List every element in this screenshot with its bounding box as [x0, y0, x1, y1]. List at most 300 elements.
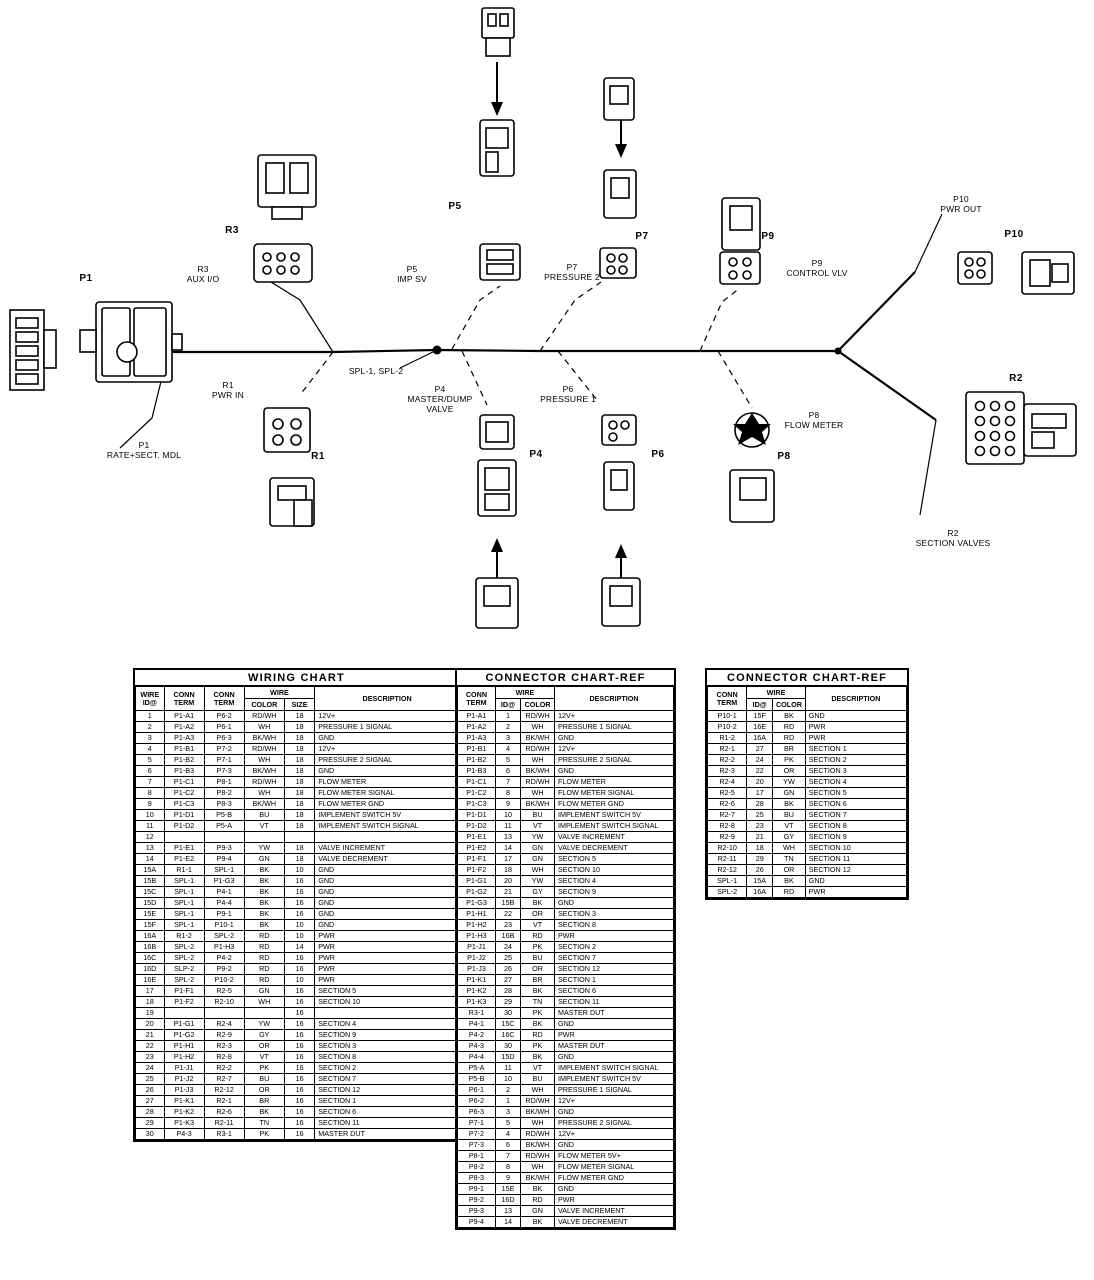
table-row — [136, 1052, 458, 1063]
table-cell: FLOW METER — [315, 777, 458, 788]
table-row — [458, 1107, 674, 1118]
table-cell: P9-4 — [204, 854, 244, 865]
table-cell: GND — [555, 766, 674, 777]
callout-r2-right: R2 — [1009, 373, 1023, 384]
table-cell: SPL-2 — [708, 887, 747, 898]
table-cell: P4-2 — [458, 1030, 496, 1041]
table-cell: BK — [521, 898, 555, 909]
table-cell: PWR — [315, 931, 458, 942]
table-cell: GND — [555, 733, 674, 744]
table-cell: R2-9 — [204, 1030, 244, 1041]
table-cell: OR — [773, 865, 806, 876]
table-cell: 16 — [284, 997, 314, 1008]
callout-p4-desc: P4 MASTER/DUMP VALVE — [407, 384, 473, 414]
table-cell: 25 — [747, 810, 773, 821]
table-row — [708, 788, 907, 799]
table-cell: PRESSURE 2 SIGNAL — [315, 755, 458, 766]
table-cell: WH — [244, 788, 284, 799]
table-cell: 15E — [495, 1184, 520, 1195]
table-cell: 16 — [284, 1107, 314, 1118]
table-cell: 18 — [284, 777, 314, 788]
table-row — [458, 722, 674, 733]
table-cell: 12 — [136, 832, 165, 843]
callout-p5-desc: P5 IMP SV — [397, 264, 427, 284]
table-cell: R2-12 — [204, 1085, 244, 1096]
table-cell: P7-1 — [458, 1118, 496, 1129]
table-row — [136, 711, 458, 722]
table-cell: GY — [244, 1030, 284, 1041]
table-cell: TN — [521, 997, 555, 1008]
table-cell: BK/WH — [244, 733, 284, 744]
table-row — [136, 898, 458, 909]
table-cell: 15E — [136, 909, 165, 920]
table-cell: VALVE DECREMENT — [555, 1217, 674, 1228]
table-cell: FLOW METER SIGNAL — [555, 1162, 674, 1173]
table-cell: 27 — [136, 1096, 165, 1107]
table-cell: PRESSURE 2 SIGNAL — [555, 755, 674, 766]
table-cell: SECTION 2 — [805, 755, 906, 766]
table-cell: 10 — [495, 1074, 520, 1085]
table-cell: 18 — [747, 843, 773, 854]
table-cell: SPL-2 — [164, 942, 204, 953]
table-cell: FLOW METER SIGNAL — [315, 788, 458, 799]
table-cell: RD — [244, 953, 284, 964]
table-cell: BU — [244, 810, 284, 821]
table-cell: 18 — [284, 810, 314, 821]
callout-p10-top: P10 PWR OUT — [940, 194, 982, 214]
table-cell: R2-6 — [708, 799, 747, 810]
table-cell: PK — [244, 1129, 284, 1140]
table-cell: GND — [555, 1052, 674, 1063]
table-cell: 26 — [495, 964, 520, 975]
table-row — [136, 777, 458, 788]
table-cell: BK — [521, 1052, 555, 1063]
table-cell: 16 — [284, 887, 314, 898]
table-cell: VT — [521, 821, 555, 832]
table-cell — [284, 832, 314, 843]
callout-r1-bot: R1 — [311, 451, 325, 462]
table-cell: 18 — [284, 744, 314, 755]
table-cell: 14 — [136, 854, 165, 865]
table-cell: R3-1 — [458, 1008, 496, 1019]
table-cell: 16 — [284, 1052, 314, 1063]
table-cell: GND — [315, 876, 458, 887]
table-cell: GND — [555, 898, 674, 909]
table-cell: GN — [244, 854, 284, 865]
table-cell: 10 — [284, 931, 314, 942]
th-cc2-description: DESCRIPTION — [805, 687, 906, 711]
table-cell: 16B — [136, 942, 165, 953]
table-cell: BK — [244, 898, 284, 909]
table-cell: P1-H1 — [458, 909, 496, 920]
table-cell: VT — [521, 1063, 555, 1074]
table-cell: R2-10 — [708, 843, 747, 854]
th-wire: WIRE — [244, 687, 315, 699]
table-cell: 1 — [495, 711, 520, 722]
table-cell: P4-3 — [458, 1041, 496, 1052]
table-row — [136, 1096, 458, 1107]
table-cell: P1-E2 — [164, 854, 204, 865]
table-cell: P1-B3 — [458, 766, 496, 777]
table-cell: 16 — [284, 1041, 314, 1052]
table-cell: 28 — [136, 1107, 165, 1118]
table-row — [136, 1063, 458, 1074]
table-cell: R2-4 — [204, 1019, 244, 1030]
th-conn-term-a: CONN TERM — [164, 687, 204, 711]
callout-r1-desc: R1 PWR IN — [212, 380, 244, 400]
table-cell — [204, 832, 244, 843]
table-cell: VT — [244, 821, 284, 832]
table-cell: P1-F1 — [164, 986, 204, 997]
table-cell: VALVE INCREMENT — [315, 843, 458, 854]
table-cell: 16C — [495, 1030, 520, 1041]
callout-p9-desc: P9 CONTROL VLV — [786, 258, 848, 278]
table-cell: VALVE INCREMENT — [555, 832, 674, 843]
table-cell: RD/WH — [244, 777, 284, 788]
table-cell: 26 — [747, 865, 773, 876]
table-cell: P7-3 — [458, 1140, 496, 1151]
callout-p9-top: P9 — [761, 231, 775, 242]
table-cell: 10 — [136, 810, 165, 821]
table-cell: 5 — [136, 755, 165, 766]
table-cell: SPL-2 — [204, 931, 244, 942]
table-cell: R2-11 — [204, 1118, 244, 1129]
table-cell: WH — [521, 1085, 555, 1096]
table-cell: P1-C2 — [164, 788, 204, 799]
table-cell: BK — [244, 887, 284, 898]
table-cell: R1-1 — [164, 865, 204, 876]
table-row — [136, 733, 458, 744]
table-row — [136, 1074, 458, 1085]
table-cell: 22 — [136, 1041, 165, 1052]
table-cell — [244, 832, 284, 843]
table-cell: YW — [521, 832, 555, 843]
table-row — [708, 722, 907, 733]
table-row — [458, 777, 674, 788]
table-cell: P4-1 — [204, 887, 244, 898]
table-cell: P9-3 — [458, 1206, 496, 1217]
table-row — [708, 777, 907, 788]
table-cell: 4 — [136, 744, 165, 755]
table-cell: WH — [521, 755, 555, 766]
table-cell: BK — [773, 799, 806, 810]
table-cell: P1-B3 — [164, 766, 204, 777]
table-cell: BK/WH — [521, 799, 555, 810]
table-cell: SECTION 10 — [805, 843, 906, 854]
th-color: COLOR — [244, 699, 284, 711]
table-cell: P9-2 — [204, 964, 244, 975]
table-row — [708, 810, 907, 821]
table-cell: P9-4 — [458, 1217, 496, 1228]
table-cell: 15F — [136, 920, 165, 931]
table-cell: R2-8 — [204, 1052, 244, 1063]
table-cell: P1-E1 — [164, 843, 204, 854]
table-cell: RD/WH — [244, 744, 284, 755]
table-row — [458, 832, 674, 843]
table-cell: RD/WH — [521, 1129, 555, 1140]
table-cell: 16A — [136, 931, 165, 942]
table-row — [136, 766, 458, 777]
table-cell: VALVE DECREMENT — [555, 843, 674, 854]
table-cell: BK/WH — [521, 1140, 555, 1151]
table-cell: PWR — [555, 931, 674, 942]
th-size: SIZE — [284, 699, 314, 711]
table-row — [458, 799, 674, 810]
table-cell: SECTION 1 — [555, 975, 674, 986]
table-row — [458, 1206, 674, 1217]
table-cell: BU — [521, 953, 555, 964]
table-cell: 22 — [747, 766, 773, 777]
table-cell: GN — [773, 788, 806, 799]
table-cell: IMPLEMENT SWITCH 5V — [315, 810, 458, 821]
table-cell: P4-4 — [458, 1052, 496, 1063]
table-row — [458, 920, 674, 931]
connector-chart-1 — [455, 668, 676, 1230]
table-row — [458, 876, 674, 887]
th-cc1-id: ID@ — [495, 699, 520, 711]
table-cell: GY — [521, 887, 555, 898]
table-cell: SECTION 5 — [555, 854, 674, 865]
table-cell: R1-2 — [164, 931, 204, 942]
table-cell: WH — [521, 1118, 555, 1129]
table-row — [708, 887, 907, 898]
table-cell: P4-1 — [458, 1019, 496, 1030]
table-cell: VALVE DECREMENT — [315, 854, 458, 865]
table-cell: BR — [521, 975, 555, 986]
table-cell: 16 — [284, 1019, 314, 1030]
table-cell: P1-J2 — [458, 953, 496, 964]
table-cell: RD — [244, 964, 284, 975]
table-cell: PWR — [805, 887, 906, 898]
table-cell: 16 — [284, 964, 314, 975]
table-cell: 23 — [747, 821, 773, 832]
table-cell: GND — [805, 711, 906, 722]
table-cell: P1-G2 — [164, 1030, 204, 1041]
table-cell: 23 — [495, 920, 520, 931]
table-cell: 6 — [495, 766, 520, 777]
table-row — [458, 1052, 674, 1063]
table-cell: P1-H3 — [458, 931, 496, 942]
table-row — [458, 1074, 674, 1085]
table-cell: R2-2 — [708, 755, 747, 766]
callout-p8-bot: P8 — [777, 451, 791, 462]
table-cell: RD — [521, 931, 555, 942]
connector-chart-2-title: CONNECTOR CHART-REF — [707, 670, 907, 686]
table-cell: GND — [315, 898, 458, 909]
table-cell: GND — [555, 1107, 674, 1118]
table-cell: P1-K2 — [164, 1107, 204, 1118]
table-row — [136, 1129, 458, 1140]
table-cell: RD — [773, 887, 806, 898]
table-cell: P9-1 — [204, 909, 244, 920]
table-cell: YW — [521, 876, 555, 887]
table-row — [458, 1063, 674, 1074]
table-cell: 22 — [495, 909, 520, 920]
table-cell: R2-2 — [204, 1063, 244, 1074]
table-row — [708, 799, 907, 810]
table-cell: P1-K3 — [164, 1118, 204, 1129]
table-cell: P1-B2 — [458, 755, 496, 766]
table-cell: GND — [555, 1019, 674, 1030]
table-cell: YW — [773, 777, 806, 788]
table-cell: P1-G2 — [458, 887, 496, 898]
table-cell: FLOW METER GND — [555, 799, 674, 810]
table-cell: 11 — [136, 821, 165, 832]
table-cell: 18 — [284, 722, 314, 733]
table-cell: BK/WH — [244, 766, 284, 777]
table-cell: SPL-1 — [164, 898, 204, 909]
table-cell: R2-1 — [204, 1096, 244, 1107]
table-cell: 18 — [284, 843, 314, 854]
table-cell: 15D — [495, 1052, 520, 1063]
table-cell: 9 — [136, 799, 165, 810]
table-cell: 30 — [136, 1129, 165, 1140]
table-cell: SECTION 12 — [315, 1085, 458, 1096]
table-cell: IMPLEMENT SWITCH SIGNAL — [315, 821, 458, 832]
table-cell: 16 — [284, 1129, 314, 1140]
wiring-chart-title: WIRING CHART — [135, 670, 458, 686]
table-cell: SECTION 11 — [805, 854, 906, 865]
table-cell: 16D — [136, 964, 165, 975]
table-cell: P1-F1 — [458, 854, 496, 865]
table-row — [458, 909, 674, 920]
table-cell: 17 — [747, 788, 773, 799]
table-cell: P10-2 — [708, 722, 747, 733]
table-cell: 16 — [284, 1096, 314, 1107]
table-cell: 16E — [747, 722, 773, 733]
table-row — [458, 1217, 674, 1228]
table-row — [136, 876, 458, 887]
table-cell: SECTION 8 — [555, 920, 674, 931]
table-cell: 2 — [136, 722, 165, 733]
table-cell: IMPLEMENT SWITCH 5V — [555, 1074, 674, 1085]
table-cell: 12V+ — [315, 711, 458, 722]
table-cell: GND — [315, 865, 458, 876]
table-cell: RD — [521, 1030, 555, 1041]
table-cell: VT — [521, 920, 555, 931]
table-cell — [315, 1008, 458, 1019]
table-cell: R2-3 — [708, 766, 747, 777]
table-cell: 13 — [495, 832, 520, 843]
table-cell: P1-B1 — [458, 744, 496, 755]
table-cell: VALVE INCREMENT — [555, 1206, 674, 1217]
table-row — [136, 1041, 458, 1052]
table-cell: RD/WH — [521, 711, 555, 722]
table-cell: P1-F2 — [164, 997, 204, 1008]
table-cell: 16B — [495, 931, 520, 942]
table-cell: GND — [315, 909, 458, 920]
table-cell: 15A — [136, 865, 165, 876]
table-cell: P1-B1 — [164, 744, 204, 755]
table-cell: P1-C2 — [458, 788, 496, 799]
table-cell: P1-J1 — [458, 942, 496, 953]
table-cell: 17 — [495, 854, 520, 865]
table-cell: P8-3 — [458, 1173, 496, 1184]
table-row — [708, 744, 907, 755]
table-cell: BK — [521, 1019, 555, 1030]
table-cell: P1-D1 — [164, 810, 204, 821]
table-cell: BK/WH — [244, 799, 284, 810]
table-cell: 6 — [495, 1140, 520, 1151]
table-cell: 15D — [136, 898, 165, 909]
table-row — [136, 1008, 458, 1019]
table-cell — [164, 1008, 204, 1019]
table-cell: 14 — [495, 843, 520, 854]
table-cell: SECTION 6 — [555, 986, 674, 997]
table-cell: R2-12 — [708, 865, 747, 876]
table-cell: 15A — [747, 876, 773, 887]
table-cell: P10-2 — [204, 975, 244, 986]
table-cell: SECTION 9 — [805, 832, 906, 843]
table-cell: PWR — [805, 733, 906, 744]
table-cell: WH — [521, 865, 555, 876]
table-cell: 16 — [284, 1063, 314, 1074]
table-cell: P7-1 — [204, 755, 244, 766]
table-cell: OR — [244, 1041, 284, 1052]
table-cell: BK — [521, 1184, 555, 1195]
table-cell: FLOW METER GND — [555, 1173, 674, 1184]
table-row — [458, 865, 674, 876]
table-cell: RD/WH — [521, 1151, 555, 1162]
table-row — [458, 854, 674, 865]
table-cell: 16 — [284, 1074, 314, 1085]
table-cell: 8 — [136, 788, 165, 799]
th-cc1-wire: WIRE — [495, 687, 554, 699]
table-cell: P1-D1 — [458, 810, 496, 821]
th-cc1-conn-term: CONN TERM — [458, 687, 496, 711]
table-cell: BK — [244, 920, 284, 931]
table-row — [136, 799, 458, 810]
table-cell: WH — [773, 843, 806, 854]
table-cell: P1-A2 — [164, 722, 204, 733]
table-cell: BK — [521, 986, 555, 997]
table-cell: SECTION 5 — [805, 788, 906, 799]
table-cell: P1-B2 — [164, 755, 204, 766]
table-cell: PRESSURE 1 SIGNAL — [555, 1085, 674, 1096]
callout-p10-right: P10 — [1004, 229, 1024, 240]
table-cell: WH — [244, 755, 284, 766]
table-row — [458, 766, 674, 777]
table-row — [458, 755, 674, 766]
table-cell: RD/WH — [521, 744, 555, 755]
table-cell: P8-2 — [204, 788, 244, 799]
table-cell: 18 — [284, 788, 314, 799]
table-cell: VT — [773, 821, 806, 832]
th-cc2-wire: WIRE — [747, 687, 806, 699]
callout-p6-desc: P6 PRESSURE 1 — [540, 384, 596, 404]
table-cell: 16 — [284, 953, 314, 964]
table-row — [708, 821, 907, 832]
table-cell: 2 — [495, 1085, 520, 1096]
table-row — [136, 1085, 458, 1096]
callout-p8-desc: P8 FLOW METER — [784, 410, 844, 430]
callout-p7-desc: P7 PRESSURE 2 — [544, 262, 600, 282]
table-cell: 18 — [284, 766, 314, 777]
table-row — [136, 975, 458, 986]
table-cell: P4-3 — [164, 1129, 204, 1140]
table-cell: WH — [521, 1162, 555, 1173]
table-row — [458, 1085, 674, 1096]
table-cell: R2-3 — [204, 1041, 244, 1052]
table-row — [458, 1140, 674, 1151]
th-cc2-color: COLOR — [773, 699, 806, 711]
table-cell: P5-A — [458, 1063, 496, 1074]
table-cell: BR — [773, 744, 806, 755]
table-cell: 30 — [495, 1041, 520, 1052]
table-cell: FLOW METER SIGNAL — [555, 788, 674, 799]
table-cell: 18 — [284, 799, 314, 810]
table-row — [458, 887, 674, 898]
